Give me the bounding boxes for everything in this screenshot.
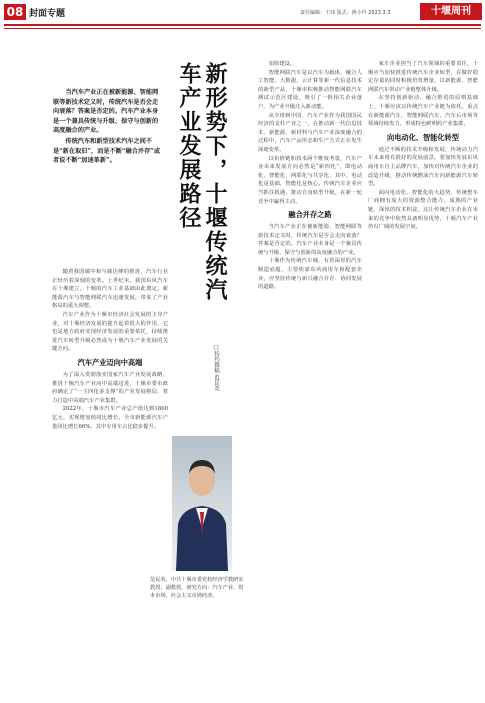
- paragraph: 家车企业担当了汽车领域的重要责任，十堰应当加快推进传统汽车企业转型，在做好稳定存量的同时积极培育增量，以新能源、智能网联汽车带动产业链整体升级。: [368, 61, 478, 93]
- section-title: 封面专题: [29, 9, 66, 19]
- article-lead: [53, 88, 163, 167]
- paragraph: 面向电动化、智能化的大趋势，传统整车厂商拥有庞大的资源整合能力、成熟的产业链、深厚的技术积淀。这让传统汽车企业在未来的竞争中依然具备明显优势，十堰汽车产业仍有广阔的发展空间。: [368, 189, 478, 231]
- paragraph: 2022年，十堰市汽车产业总产值达到1800亿元，实现增加值同比增长，全市新能源汽车产量同比增长66%，其中专用车占比稳步提升。: [52, 406, 168, 430]
- paragraph: 随着我国碳中和与碳达峰的推进，汽车行业正经历着深刻的变革。上世纪末，我国东风汽车在十堰建立，十堰的汽车工业基础由此奠定。新能源汽车与智能网联汽车迅速发展，带来了产业格局的重大调整。: [52, 269, 168, 310]
- paragraph: 通过不断的技术升级和发展，传统动力汽车未来将有很好的发展前景。要加快发展东风商用车自主品牌汽车，加快对传统汽车企业的改造升级，推动传统燃油汽车向新能源汽车转型。: [368, 146, 478, 188]
- header-rule: [4, 24, 481, 26]
- text-column-1: [52, 268, 168, 698]
- paragraph: 为了深入贯彻落实国家汽车产业发展战略，推进十堰汽车产业向中高端迈进，十堰市委市政府确定了“一主四化多支撑”的产业发展格局，着力打造中高端汽车产业集群。: [52, 371, 168, 404]
- text-column-2: [258, 60, 362, 698]
- page-header: [0, 0, 485, 24]
- lead-paragraph: 传统汽车和新型技术汽车之间不是“新在取旧”，而是不断“融合并存”或者说不断“加速革新”。: [53, 137, 161, 165]
- paragraph: 加快建设。: [268, 61, 296, 67]
- author-photo: [172, 436, 232, 571]
- subheading: 汽车产业迈向中高端: [77, 357, 143, 367]
- paragraph: 汽车产业作为十堰市经济社会发展的主导产业，对十堰经济发展的提升起着很大的作用，它也是地方政府实现经济发展的重要依托，持续推进汽车转型升级必然成为十堰汽车产业发展的关键方向。: [52, 311, 168, 353]
- paragraph: 从全球到中国，汽车产业作为我国国民经济的支柱产业之一，在推动新一代信息技术、新能源、新材料与汽车产业深度融合的过程中，汽车产品形态和生产方式正在发生深刻变革。: [258, 112, 362, 153]
- paragraph: 以价值链和技术两个维度考量，汽车产业未来发展方向必然是“新四化”，即电动化、智能化、网联化与共享化，其中，电动化是基础，智能化是核心。传统汽车企业应当抓住机遇，推动自身转型升级，在新一轮竞争中赢得主动。: [258, 155, 362, 205]
- portrait-image: [172, 436, 232, 571]
- header-rule-thin: [4, 28, 481, 29]
- paragraph: 十堰作为传统汽车城，有着深厚的汽车制造底蕴，主要依靠东风商用车和配套企业，应坚持传统与新兴融合并存、协同发展的道路。: [258, 258, 362, 291]
- subheading: 融合并存之路: [288, 210, 332, 220]
- text-column-3: [368, 60, 478, 698]
- paragraph: 当汽车产业正在被新能源、智能网联等新技术定义时，传统汽车是否会走向衰落？答案是否定的。汽车产业本身是一个兼具传统与升级、保守与创新的高度融合的产业。: [258, 224, 362, 256]
- article-title: 新形势下，十堰传统汽车产业发展路径: [176, 62, 228, 302]
- brand-logo: 十堰周刊: [420, 3, 482, 20]
- article-byline: □特约撰稿 范民英: [213, 345, 219, 392]
- paragraph: 智能网联汽车是以汽车为载体，融合人工智能、大数据、云计算等新一代信息技术的新型产品，十堰市积极推动智能网联汽车测试示范区建设，吸引了一批相关企业落户，为产业升级注入新动能。: [258, 69, 362, 110]
- subheading: 向电动化、智能化转型: [387, 132, 459, 142]
- lead-paragraph: 当汽车产业正在被新能源、智能网联等新技术定义时，传统汽车是否会走向衰落？答案是否定的。汽车产业本身是一个兼具传统与升级、保守与创新的高度融合的产业。: [53, 89, 159, 135]
- page-number: 08: [4, 4, 26, 20]
- photo-caption: 范民英，中共十堰市委党校经济学教研室教授、副教授，研究方向：汽车产业、资本市场、社会主义市场经济。: [150, 577, 244, 599]
- editor-info: 责任编辑：王玮 版式：蒋小玲 2023.3.3: [300, 10, 391, 16]
- paragraph: 在坚持创新驱动、融合推进的原则基础上，十堰应该以传统汽车产业链为依托，重点在新能源汽车、智能网联汽车、汽车后市场等领域持续发力，形成特色鲜明的产业集群。: [368, 95, 478, 128]
